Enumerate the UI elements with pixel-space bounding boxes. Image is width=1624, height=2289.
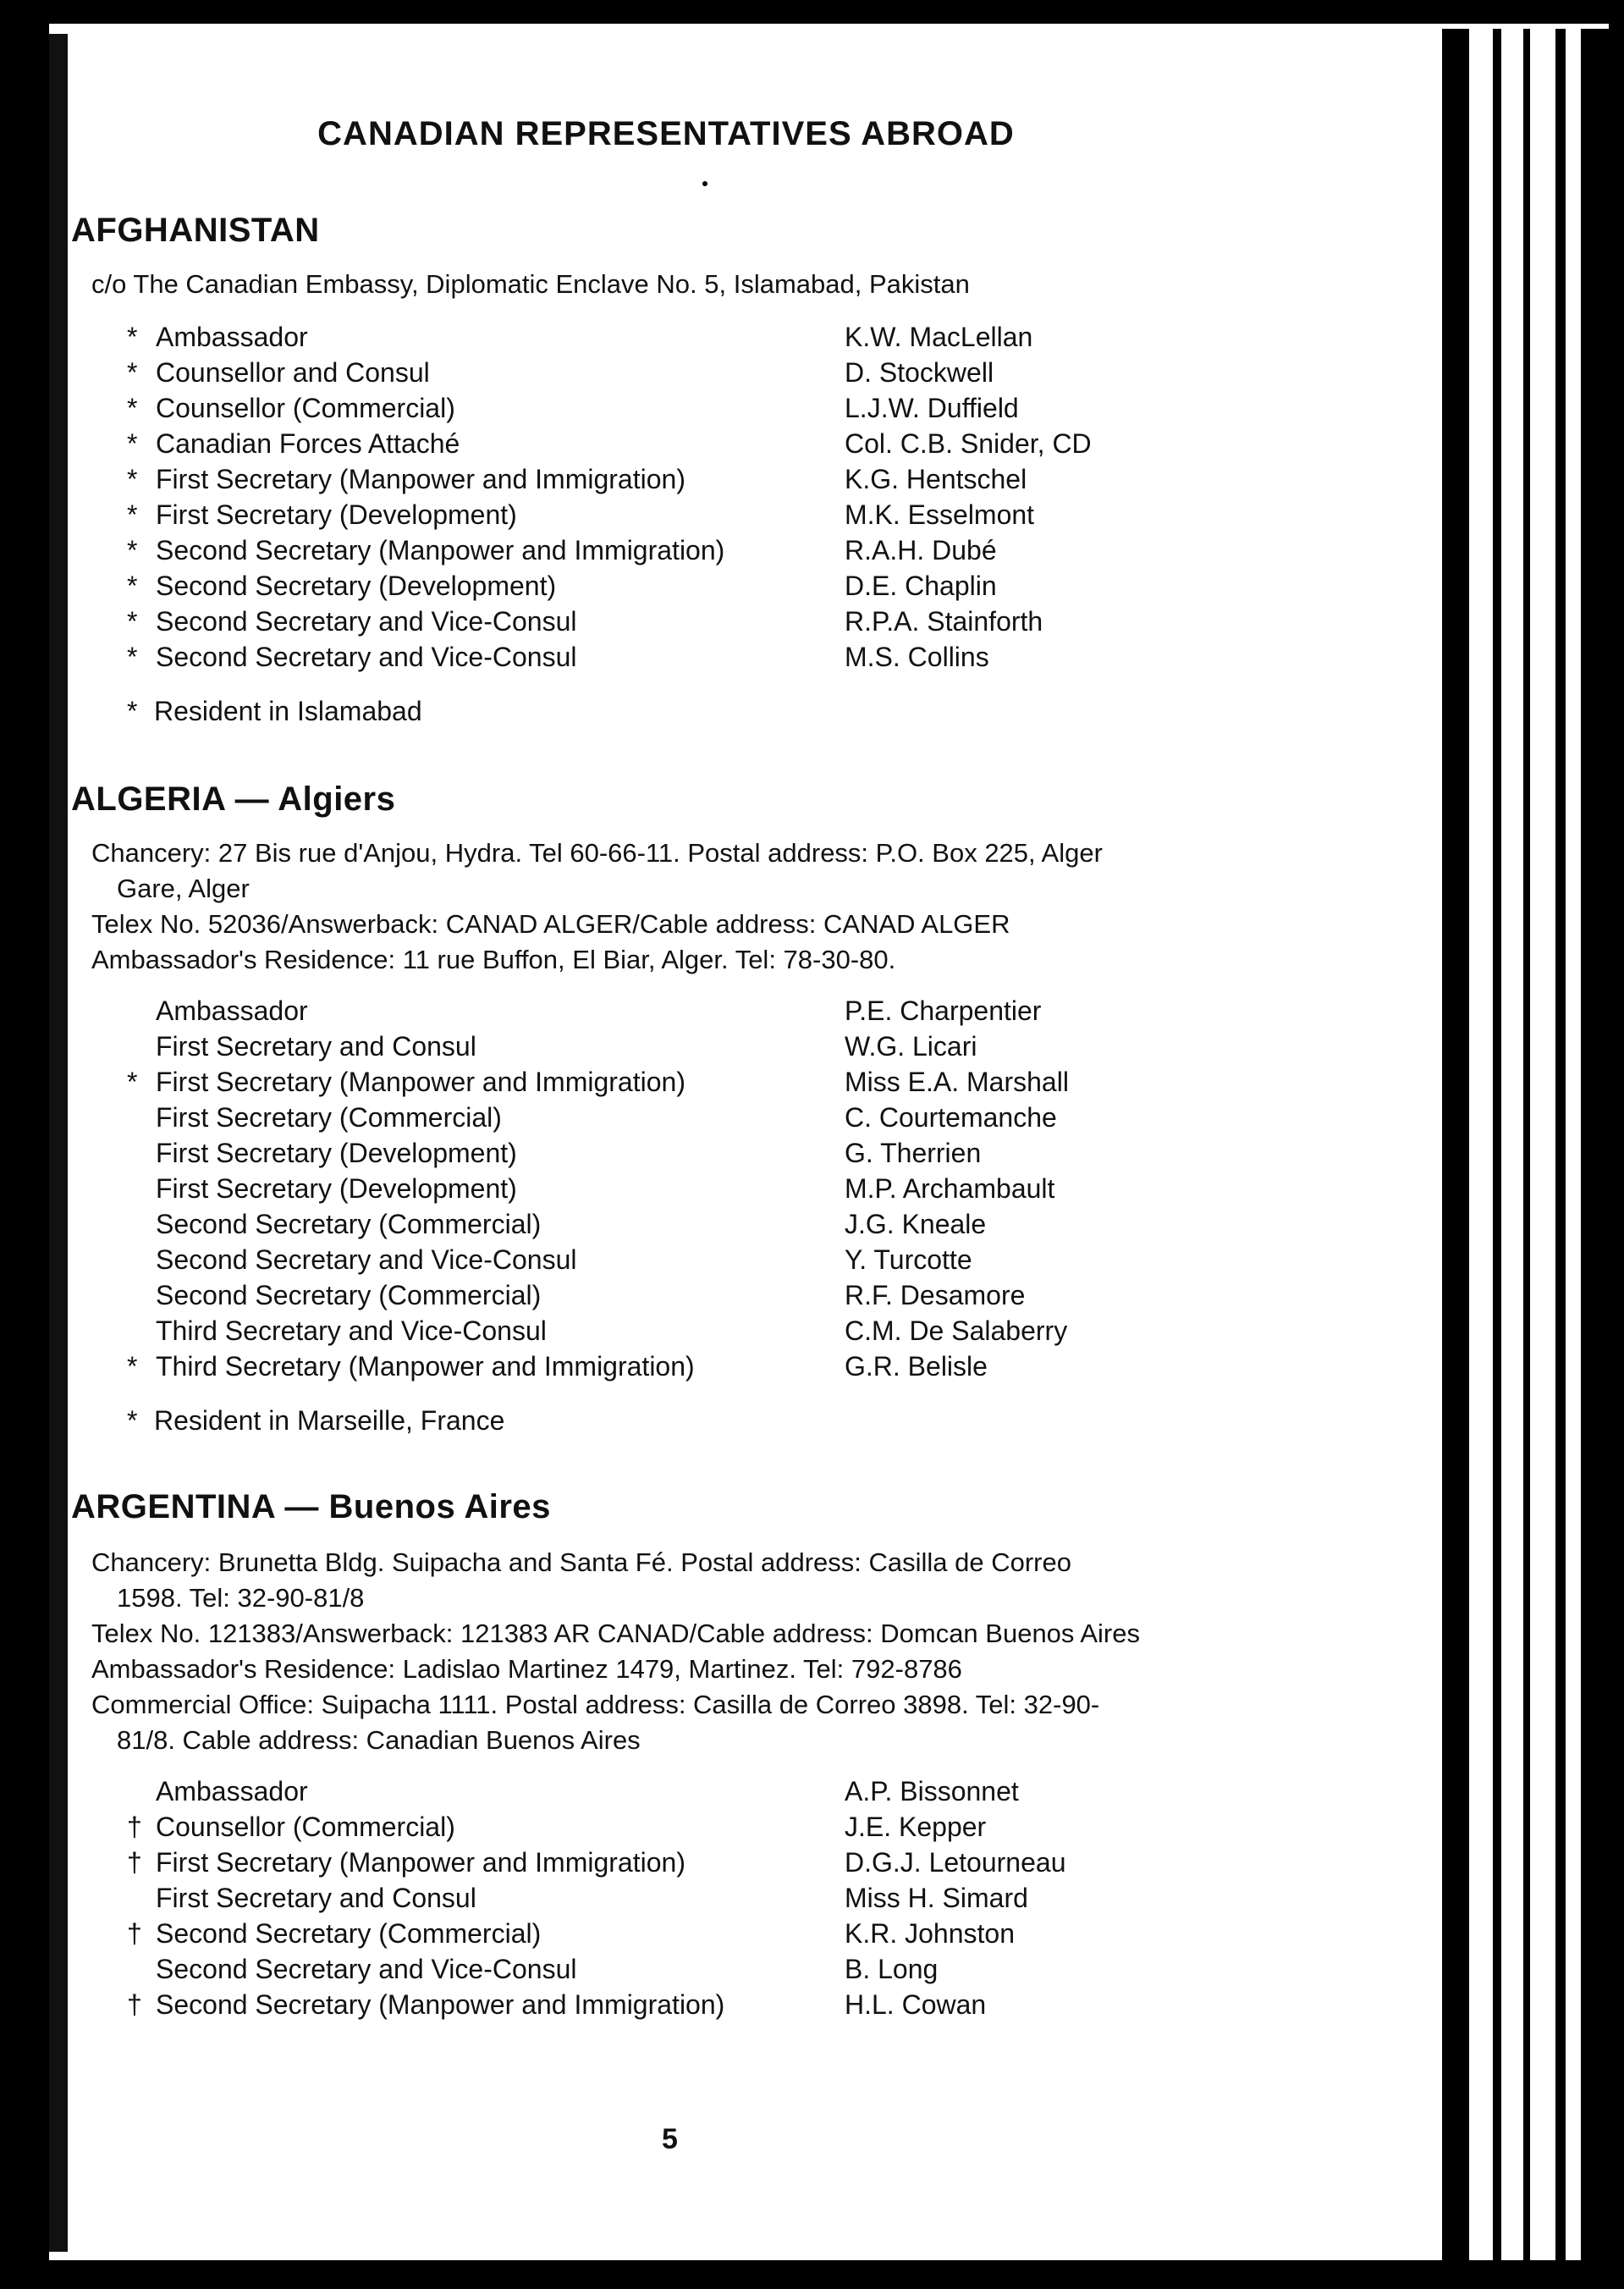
- staff-name: D.E. Chaplin: [845, 571, 997, 601]
- staff-name: K.W. MacLellan: [845, 322, 1033, 352]
- address-line: Chancery: 27 Bis rue d'Anjou, Hydra. Tel 60-66-11. Postal address: P.O. Box 225, Alger: [91, 838, 1103, 868]
- staff-title: Ambassador: [156, 1776, 308, 1806]
- staff-name: K.G. Hentschel: [845, 464, 1027, 494]
- address-line: Telex No. 121383/Answerback: 121383 AR CANAD/Cable address: Domcan Buenos Aires: [91, 1619, 1140, 1648]
- staff-name: G. Therrien: [845, 1138, 982, 1168]
- staff-title: Second Secretary (Development): [156, 571, 557, 601]
- staff-title: Counsellor and Consul: [156, 357, 430, 388]
- staff-name: Miss H. Simard: [845, 1883, 1028, 1913]
- staff-title: Second Secretary and Vice-Consul: [156, 642, 577, 672]
- footnote-mark: *: [127, 357, 138, 388]
- staff-name: P.E. Charpentier: [845, 996, 1042, 1026]
- staff-title: First Secretary and Consul: [156, 1883, 476, 1913]
- page-stack-edge: [1442, 29, 1469, 2264]
- staff-title: Counsellor (Commercial): [156, 393, 455, 423]
- staff-title: Third Secretary and Vice-Consul: [156, 1315, 547, 1346]
- page-edge-bottom: [0, 2260, 1624, 2289]
- footnote-mark: †: [127, 1918, 142, 1949]
- staff-title: Second Secretary (Commercial): [156, 1209, 542, 1239]
- binding-shadow-left: [49, 34, 68, 2252]
- staff-title: Ambassador: [156, 996, 308, 1026]
- footnote-mark: †: [127, 1812, 142, 1842]
- footnote-mark: *: [127, 1351, 138, 1382]
- staff-title: Ambassador: [156, 322, 308, 352]
- staff-title: First Secretary (Manpower and Immigration): [156, 1847, 685, 1878]
- staff-name: J.G. Kneale: [845, 1209, 987, 1239]
- address-line: c/o The Canadian Embassy, Diplomatic Enclave No. 5, Islamabad, Pakistan: [91, 269, 970, 299]
- staff-name: D.G.J. Letourneau: [845, 1847, 1066, 1878]
- address-line: 81/8. Cable address: Canadian Buenos Aires: [117, 1725, 641, 1755]
- footnote-text: Resident in Marseille, France: [154, 1405, 505, 1436]
- staff-title: First Secretary and Consul: [156, 1031, 476, 1062]
- staff-title: First Secretary (Development): [156, 499, 517, 530]
- footnote: [127, 696, 422, 727]
- page-title: CANADIAN REPRESENTATIVES ABROAD: [317, 115, 1015, 152]
- staff-name: G.R. Belisle: [845, 1351, 988, 1382]
- staff-name: Miss E.A. Marshall: [845, 1067, 1069, 1097]
- staff-title: Second Secretary (Manpower and Immigration): [156, 535, 725, 565]
- staff-title: Second Secretary and Vice-Consul: [156, 1954, 577, 1984]
- staff-name: M.S. Collins: [845, 642, 989, 672]
- footnote-mark: *: [127, 696, 138, 726]
- staff-title: Second Secretary and Vice-Consul: [156, 606, 577, 637]
- footnote-mark: †: [127, 1847, 142, 1878]
- page-stack-edge: [1581, 29, 1610, 2264]
- staff-name: D. Stockwell: [845, 357, 994, 388]
- address-line: Commercial Office: Suipacha 1111. Postal address: Casilla de Correo 3898. Tel: 32-90-: [91, 1690, 1100, 1719]
- staff-name: R.P.A. Stainforth: [845, 606, 1043, 637]
- footnote-mark: *: [127, 499, 138, 530]
- staff-name: R.F. Desamore: [845, 1280, 1026, 1310]
- staff-name: K.R. Johnston: [845, 1918, 1015, 1949]
- footnote-mark: *: [127, 428, 138, 459]
- address-line: 1598. Tel: 32-90-81/8: [117, 1583, 365, 1613]
- staff-name: H.L. Cowan: [845, 1989, 987, 2020]
- staff-name: J.E. Kepper: [845, 1812, 987, 1842]
- staff-name: M.P. Archambault: [845, 1173, 1055, 1204]
- page-edge-top: [0, 0, 1624, 24]
- address-line: Chancery: Brunetta Bldg. Suipacha and Santa Fé. Postal address: Casilla de Correo: [91, 1547, 1071, 1577]
- footnote-mark: *: [127, 606, 138, 637]
- section-heading-argentina: ARGENTINA — Buenos Aires: [71, 1488, 551, 1525]
- staff-name: L.J.W. Duffield: [845, 393, 1019, 423]
- staff-title: Second Secretary (Manpower and Immigration): [156, 1989, 725, 2020]
- staff-title: First Secretary (Manpower and Immigration): [156, 464, 685, 494]
- footnote-mark: *: [127, 642, 138, 672]
- staff-name: C. Courtemanche: [845, 1102, 1057, 1133]
- staff-title: Third Secretary (Manpower and Immigration): [156, 1351, 695, 1382]
- staff-name: Y. Turcotte: [845, 1244, 972, 1275]
- page-edge-right: [1609, 0, 1624, 2289]
- staff-title: First Secretary (Development): [156, 1138, 517, 1168]
- binding-edge-left: [0, 0, 49, 2289]
- footnote-mark: †: [127, 1989, 142, 2020]
- footnote-text: Resident in Islamabad: [154, 696, 422, 726]
- footnote-mark: *: [127, 571, 138, 601]
- staff-title: First Secretary (Commercial): [156, 1102, 502, 1133]
- page-stack-edge: [1523, 29, 1530, 2264]
- staff-title: Second Secretary and Vice-Consul: [156, 1244, 577, 1275]
- staff-name: W.G. Licari: [845, 1031, 977, 1062]
- staff-title: Second Secretary (Commercial): [156, 1918, 542, 1949]
- staff-name: R.A.H. Dubé: [845, 535, 997, 565]
- staff-title: First Secretary (Manpower and Immigration): [156, 1067, 685, 1097]
- footnote-mark: *: [127, 1405, 138, 1436]
- staff-name: Col. C.B. Snider, CD: [845, 428, 1092, 459]
- staff-name: A.P. Bissonnet: [845, 1776, 1019, 1806]
- scan-speck: [702, 181, 707, 186]
- section-heading-afghanistan: AFGHANISTAN: [71, 212, 320, 249]
- address-line: Ambassador's Residence: 11 rue Buffon, El Biar, Alger. Tel: 78-30-80.: [91, 945, 896, 974]
- staff-name: C.M. De Salaberry: [845, 1315, 1068, 1346]
- page-stack-edge: [1493, 29, 1501, 2264]
- staff-title: Canadian Forces Attaché: [156, 428, 460, 459]
- footnote-mark: *: [127, 464, 138, 494]
- staff-name: M.K. Esselmont: [845, 499, 1035, 530]
- address-line: Telex No. 52036/Answerback: CANAD ALGER/Cable address: CANAD ALGER: [91, 909, 1010, 939]
- page-stack-edge: [1555, 29, 1566, 2264]
- staff-title: Counsellor (Commercial): [156, 1812, 455, 1842]
- footnote-mark: *: [127, 393, 138, 423]
- footnote-mark: *: [127, 535, 138, 565]
- address-line: Gare, Alger: [117, 874, 250, 903]
- staff-name: B. Long: [845, 1954, 939, 1984]
- staff-title: First Secretary (Development): [156, 1173, 517, 1204]
- staff-title: Second Secretary (Commercial): [156, 1280, 542, 1310]
- address-line: Ambassador's Residence: Ladislao Martinez 1479, Martinez. Tel: 792-8786: [91, 1654, 962, 1684]
- page-number: 5: [662, 2123, 678, 2155]
- footnote: [127, 1405, 504, 1437]
- footnote-mark: *: [127, 1067, 138, 1097]
- footnote-mark: *: [127, 322, 138, 352]
- section-heading-algeria: ALGERIA — Algiers: [71, 780, 396, 818]
